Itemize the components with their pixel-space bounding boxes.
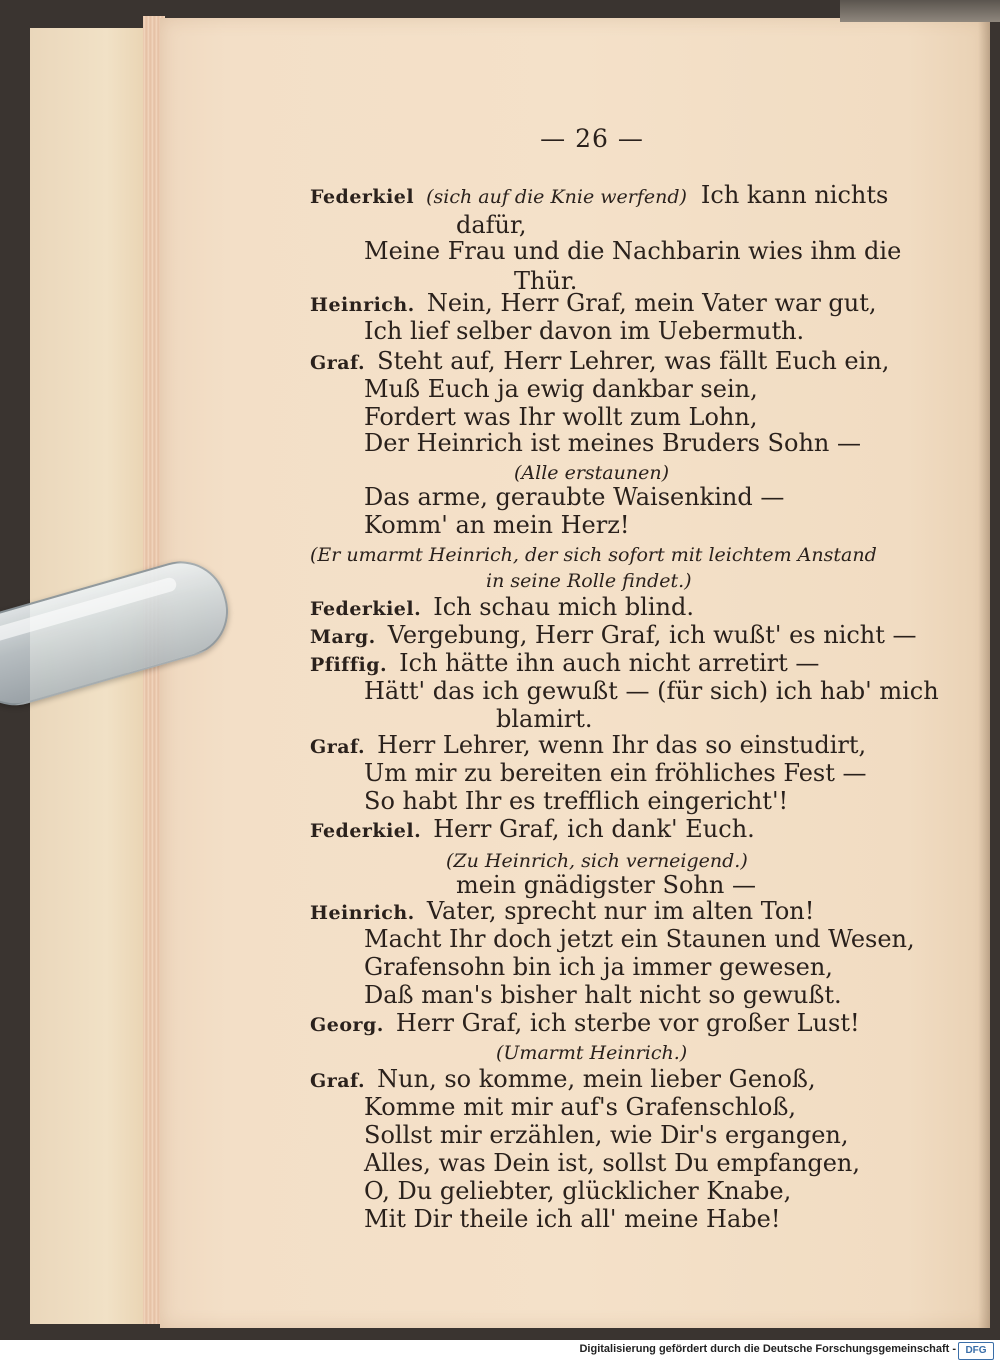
verse-text: Grafensohn bin ich ja immer gewesen, [364, 953, 833, 981]
speaker-name: Graf. [310, 736, 366, 758]
verse-text: O, Du geliebter, glücklicher Knabe, [364, 1177, 792, 1205]
stage-direction: (Alle erstaunen) [514, 462, 669, 484]
verse-text: blamirt. [496, 705, 593, 733]
verse-text: Fordert was Ihr wollt zum Lohn, [364, 403, 758, 431]
verse-text: Thür. [514, 267, 578, 295]
text-line [364, 924, 915, 954]
stage-direction: (Zu Heinrich, sich verneigend.) [446, 850, 748, 872]
verse-text: Vater, sprecht nur im alten Ton! [426, 897, 815, 925]
stage-direction: (sich auf die Knie werfend) [426, 186, 687, 208]
text-line [364, 236, 901, 266]
text-line [364, 1176, 791, 1206]
verse-text: Daß man's bisher halt nicht so gewußt. [364, 981, 842, 1009]
speaker-name: Heinrich. [310, 902, 415, 924]
text-line [364, 952, 833, 982]
verse-text: Nein, Herr Graf, mein Vater war gut, [426, 289, 877, 317]
footer-bar [0, 1340, 1000, 1361]
verse-text: dafür, [456, 211, 527, 239]
verse-text: Herr Graf, ich dank' Euch. [433, 815, 755, 843]
text-line [310, 180, 888, 212]
verse-text: Macht Ihr doch jetzt ein Staunen und Wesen, [364, 925, 915, 953]
text-line [364, 316, 804, 346]
verse-text: Steht auf, Herr Lehrer, was fällt Euch ein, [377, 347, 890, 375]
text-line [364, 980, 842, 1010]
page-number: — 26 — [540, 124, 644, 153]
text-line [364, 786, 788, 816]
verse-text: Herr Lehrer, wenn Ihr das so einstudirt, [377, 731, 867, 759]
text-line [364, 510, 630, 540]
verse-text: Vergebung, Herr Graf, ich wußt' es nicht — [387, 621, 917, 649]
verse-text: Ich schau mich blind. [433, 593, 694, 621]
verse-text: Herr Graf, ich sterbe vor großer Lust! [395, 1009, 860, 1037]
verse-text: Komme mit mir auf's Grafenschloß, [364, 1093, 797, 1121]
verse-text: Nun, so komme, mein lieber Genoß, [377, 1065, 816, 1093]
text-line [364, 1092, 796, 1122]
book-cover-edge [840, 0, 1000, 22]
speaker-name: Federkiel. [310, 820, 422, 842]
speaker-name: Marg. [310, 626, 376, 648]
text-line [364, 1204, 781, 1234]
stage-direction: (Er umarmt Heinrich, der sich sofort mit leichtem Anstand [310, 544, 877, 566]
verse-text: Hätt' das ich gewußt — (für sich) ich hab' mich [364, 677, 939, 705]
verse-text: Um mir zu bereiten ein fröhliches Fest — [364, 759, 867, 787]
speaker-name: Heinrich. [310, 294, 415, 316]
verse-text: Ich lief selber davon im Uebermuth. [364, 317, 805, 345]
text-line [364, 758, 867, 788]
stage-direction: in seine Rolle findet.) [486, 570, 692, 592]
dfg-logo-icon: DFG [958, 1342, 994, 1360]
text-line [364, 1120, 849, 1150]
text-line [364, 676, 939, 706]
stage-direction: (Umarmt Heinrich.) [496, 1042, 688, 1064]
text-line [364, 428, 861, 458]
speaker-name: Graf. [310, 1070, 366, 1092]
verse-text: Muß Euch ja ewig dankbar sein, [364, 375, 758, 403]
verse-text: Alles, was Dein ist, sollst Du empfangen, [364, 1149, 861, 1177]
verse-text: Ich kann nichts [700, 181, 889, 209]
text-line [364, 1148, 860, 1178]
verse-text: Sollst mir erzählen, wie Dir's ergangen, [364, 1121, 849, 1149]
verse-text: So habt Ihr es trefflich eingericht'! [364, 787, 789, 815]
text-line [364, 374, 758, 404]
speaker-name: Federkiel. [310, 598, 422, 620]
verse-text: Ich hätte ihn auch nicht arretirt — [399, 649, 820, 677]
verse-text: Der Heinrich ist meines Bruders Sohn — [364, 429, 861, 457]
text-line [310, 814, 755, 846]
funding-credit: Digitalisierung gefördert durch die Deutsche Forschungsgemeinschaft - [579, 1343, 956, 1355]
speaker-name: Federkiel [310, 186, 415, 208]
speaker-name: Graf. [310, 352, 366, 374]
verse-text: Mit Dir theile ich all' meine Habe! [364, 1205, 781, 1233]
verse-text: Meine Frau und die Nachbarin wies ihm die [364, 237, 902, 265]
verse-text: mein gnädigster Sohn — [456, 871, 756, 899]
verse-text: Komm' an mein Herz! [364, 511, 630, 539]
text-line [364, 482, 784, 512]
verse-text: Das arme, geraubte Waisenkind — [364, 483, 785, 511]
speaker-name: Georg. [310, 1014, 384, 1036]
speaker-name: Pfiffig. [310, 654, 388, 676]
